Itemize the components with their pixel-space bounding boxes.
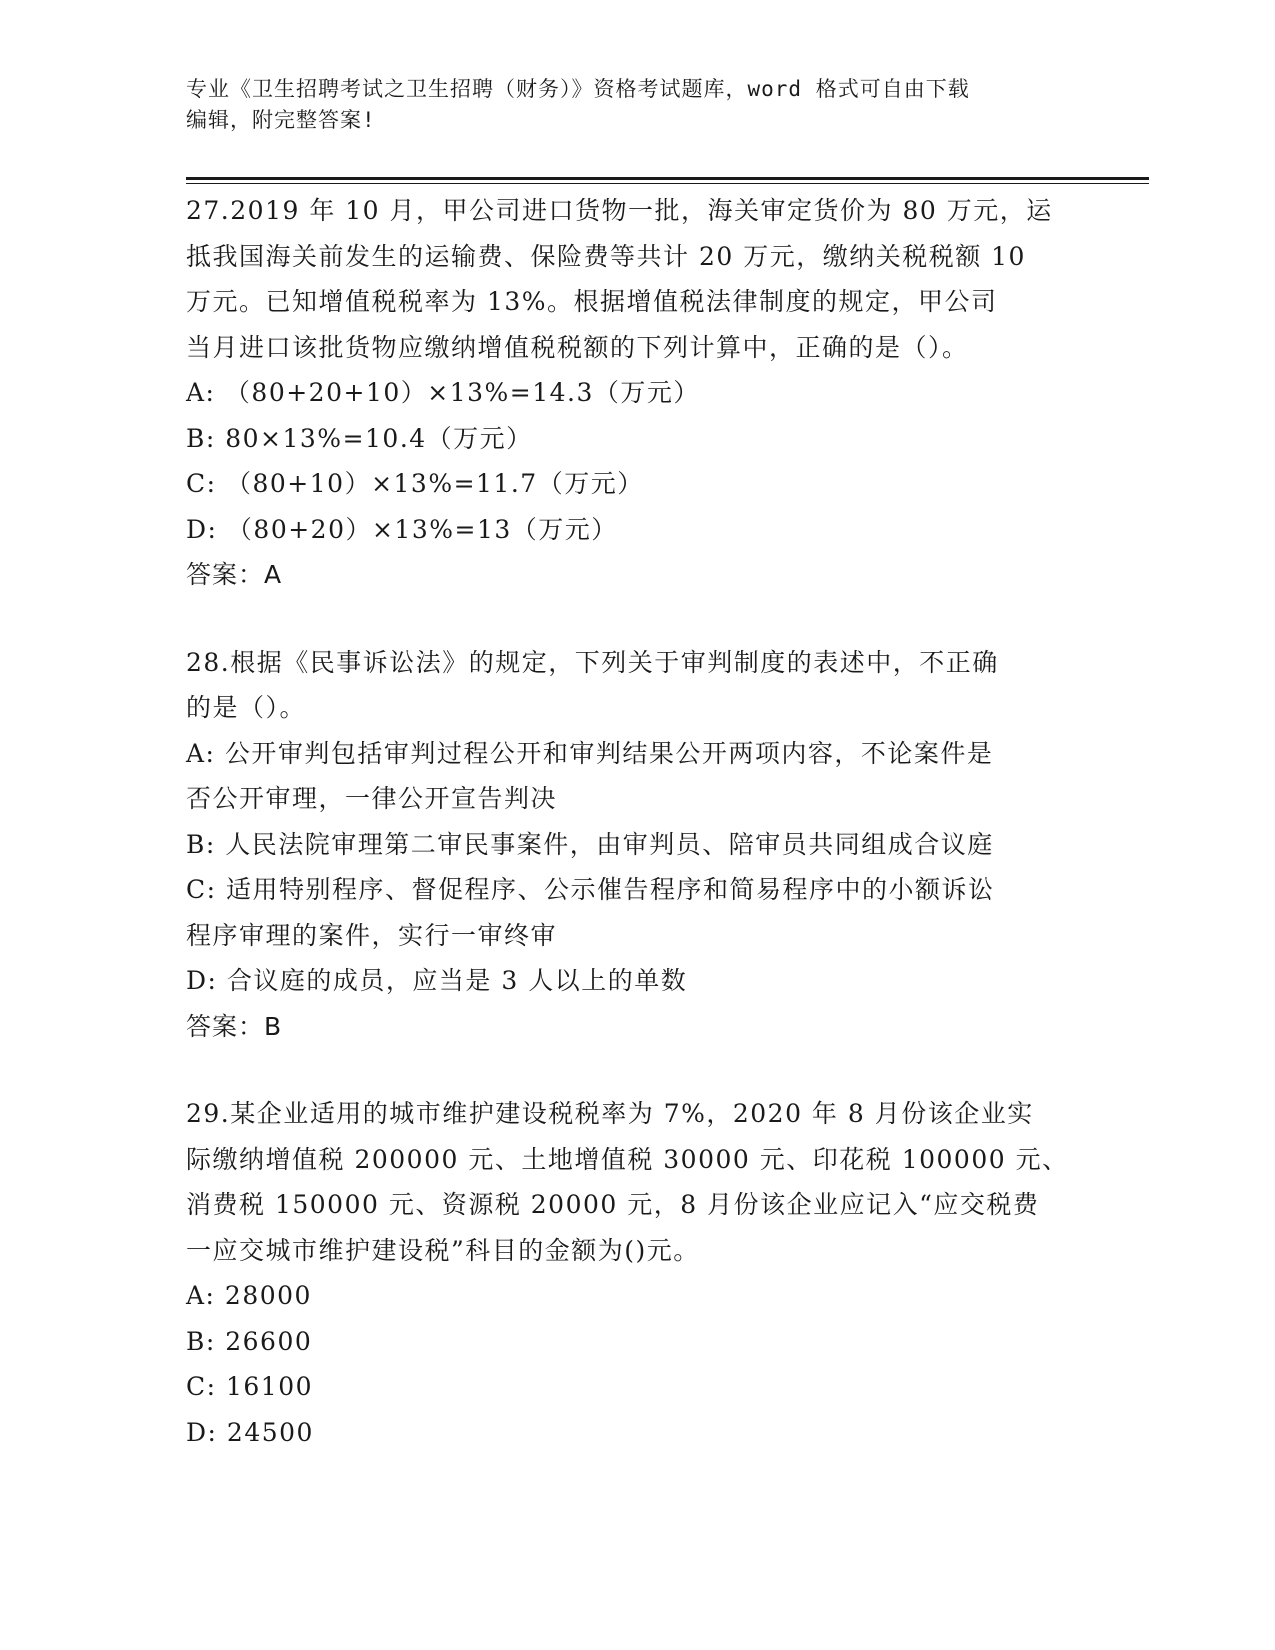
option-c-continued: 程序审理的案件，实行一审终审 xyxy=(186,920,558,950)
answer-label: 答案：A xyxy=(186,560,283,589)
option-c: C: 适用特别程序、督促程序、公示催告程序和简易程序中的小额诉讼 xyxy=(186,875,995,904)
question-stem-line: 28.根据《民事诉讼法》的规定，下列关于审判制度的表述中，不正确 xyxy=(186,647,999,677)
document-header xyxy=(186,74,1086,136)
question-stem-line: 的是（）。 xyxy=(186,693,307,722)
option-a: A: 公开审判包括审判过程公开和审判结果公开两项内容，不论案件是 xyxy=(186,738,994,768)
question-stem-line: 抵我国海关前发生的运输费、保险费等共计 20 万元，缴纳关税税额 10 xyxy=(186,241,1026,271)
option-a: A: （80+20+10）×13%=14.3（万元） xyxy=(186,378,700,407)
header-line: 编辑，附完整答案! xyxy=(186,108,376,132)
option-a: A: 28000 xyxy=(186,1281,312,1310)
option-b: B: 人民法院审理第二审民事案件，由审判员、陪审员共同组成合议庭 xyxy=(186,829,994,859)
option-c: C: 16100 xyxy=(186,1372,314,1401)
header-line: 专业《卫生招聘考试之卫生招聘（财务）》资格考试题库，word 格式可自由下载 xyxy=(186,77,970,101)
question-stem-line: 27.2019 年 10 月，甲公司进口货物一批，海关审定货价为 80 万元，运 xyxy=(186,196,1053,225)
question-stem-line: 29.某企业适用的城市维护建设税税率为 7%，2020 年 8 月份该企业实 xyxy=(186,1099,1034,1128)
option-a-continued: 否公开审理，一律公开宣告判决 xyxy=(186,784,558,813)
option-d: D: 24500 xyxy=(186,1417,314,1447)
option-d: D: （80+20）×13%=13（万元） xyxy=(186,514,618,544)
question-stem-line: 消费税 150000 元、资源税 20000 元，8 月份该企业应记入“应交税费 xyxy=(186,1190,1040,1219)
question-27 xyxy=(186,188,1086,598)
option-b: B: 80×13%=10.4（万元） xyxy=(186,423,533,453)
question-stem-line: 一应交城市维护建设税”科目的金额为()元。 xyxy=(186,1235,700,1265)
option-d: D: 合议庭的成员，应当是 3 人以上的单数 xyxy=(186,966,688,995)
option-c: C: （80+10）×13%=11.7（万元） xyxy=(186,469,644,498)
header-divider xyxy=(186,177,1149,180)
question-list xyxy=(186,188,1086,1497)
header-divider-thin xyxy=(186,183,1149,184)
option-b: B: 26600 xyxy=(186,1326,313,1356)
answer-label: 答案：B xyxy=(186,1011,283,1041)
question-stem-line: 万元。已知增值税税率为 13%。根据增值税法律制度的规定，甲公司 xyxy=(186,287,998,316)
question-stem-line: 当月进口该批货物应缴纳增值税税额的下列计算中，正确的是（）。 xyxy=(186,332,969,362)
question-29 xyxy=(186,1091,1086,1455)
question-stem-line: 际缴纳增值税 200000 元、土地增值税 30000 元、印花税 100000 元、 xyxy=(186,1144,1069,1174)
question-28 xyxy=(186,640,1086,1050)
